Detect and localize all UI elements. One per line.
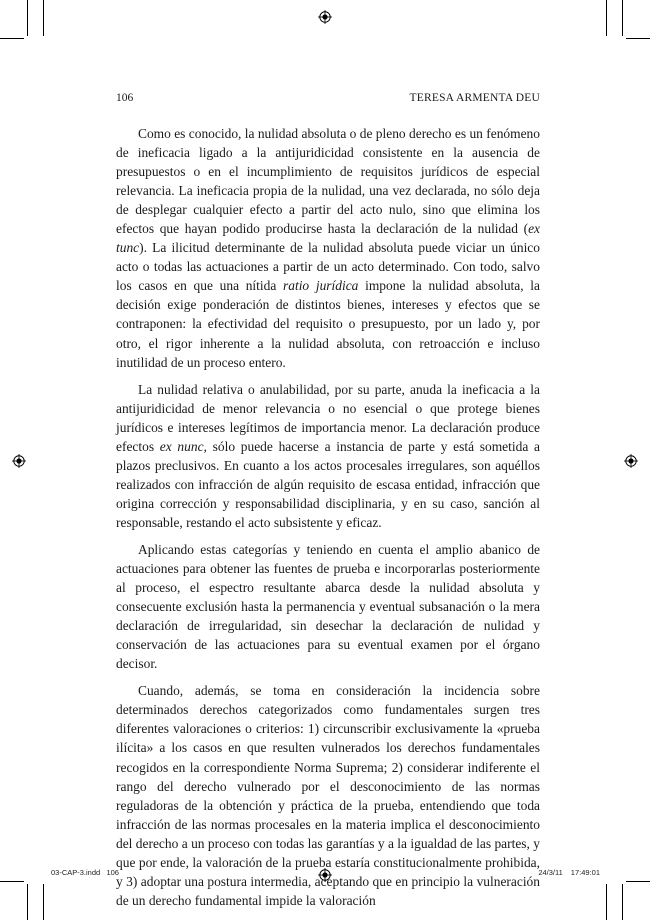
slug-date: 24/3/11 — [538, 868, 563, 877]
crop-mark — [622, 884, 623, 920]
crop-mark — [43, 0, 44, 36]
slug-timestamp — [538, 868, 600, 877]
paragraph: La nulidad relativa o anulabilidad, por su parte, anuda la ineficacia a la antijuridicidad de menor relevancia o no esencial o que protege bienes jurídicos e intereses legítimos de importancia menor. La declaración produce efectos ex nunc, sólo puede hacerse a instancia de parte y está sometida a plazos preclusivos. En cuanto a los actos procesales irregulares, son aquéllos realizados con infracción de algún requisito de escasa entidad, infracción que origina corrección y responsabilidad disciplinaria, y en su caso, sanción al responsable, restando el acto subsistente y eficaz. — [116, 381, 540, 530]
crop-mark — [606, 0, 607, 36]
crop-mark — [43, 884, 44, 920]
crop-mark — [0, 881, 24, 882]
crop-mark — [622, 0, 623, 36]
running-head-author: TERESA ARMENTA DEU — [409, 92, 540, 104]
crop-mark — [606, 884, 607, 920]
slug-time: 17:49:01 — [570, 868, 600, 877]
crop-mark — [626, 38, 650, 39]
registration-mark-icon — [318, 10, 332, 24]
registration-mark-icon — [624, 454, 638, 468]
paragraph: Aplicando estas categorías y teniendo en cuenta el amplio abanico de actuaciones para obtener las fuentes de prueba e incorporarlas posteriormente al proceso, el espectro resultante abarca desde la nulidad absoluta y consecuente exclusión hasta la permanencia y eventual subsanación o la mera declaración de irregularidad, sin desechar la declaración de nulidad y conservación de las actuaciones para su eventual examen por el órgano decisor. — [116, 541, 540, 672]
page-number: 106 — [116, 92, 134, 104]
slug-file-name: 03-CAP-3.indd 106 — [51, 868, 119, 877]
crop-mark — [27, 884, 28, 920]
slug-file — [51, 868, 119, 877]
paragraph: Como es conocido, la nulidad absoluta o de pleno derecho es un fenómeno de ineficacia ligado a la antijuridicidad consistente en la ausencia de presupuestos o en el incumplimiento de requisitos jurídicos de especial relevancia. La ineficacia propia de la nulidad, una vez declarada, no sólo deja de desplegar cualquier efecto a partir del acto nulo, sino que elimina los efectos que hayan podido producirse hasta la declaración de la nulidad (ex tunc). La ilicitud determinante de la nulidad absoluta puede viciar un único acto o todas las actuaciones a partir de un acto determinado. Con todo, salvo los casos en que una nítida ratio jurídica impone la nulidad absoluta, la decisión exige ponderación de distintos bienes, intereses y efectos que se contraponen: la efectividad del requisito o presupuesto, por un lado y, por otro, el rigor inherente a la nulidad absoluta, con retroacción e incluso inutilidad de un proceso entero. — [116, 126, 540, 370]
paragraph: Cuando, además, se toma en consideración la incidencia sobre determinados derechos categorizados como fundamentales surgen tres diferentes valoraciones o criterios: 1) circunscribir exclusivamente la «prueba ilícita» a los casos en que resulten vulnerados los derechos fundamentales recogidos en la correspondiente Norma Suprema; 2) considerar indiferente el rango del derecho vulnerado por el desconocimiento de las normas reguladoras de la obtención y práctica de la prueba, entendiendo que toda infracción de las normas procesales en la materia implica el desconocimiento del derecho a un proceso con todas las garantías y a la igualdad de las partes, y que por ende, la valoración de la prueba estaría constitucionalmente prohibida, y 3) adoptar una postura intermedia, aceptando que en principio la vulneración de un derecho fundamental impide la valoración — [116, 683, 540, 908]
running-header — [116, 92, 540, 108]
registration-mark-icon — [12, 454, 26, 468]
crop-mark — [0, 38, 24, 39]
body-text — [116, 124, 540, 918]
crop-mark — [626, 881, 650, 882]
crop-mark — [27, 0, 28, 36]
